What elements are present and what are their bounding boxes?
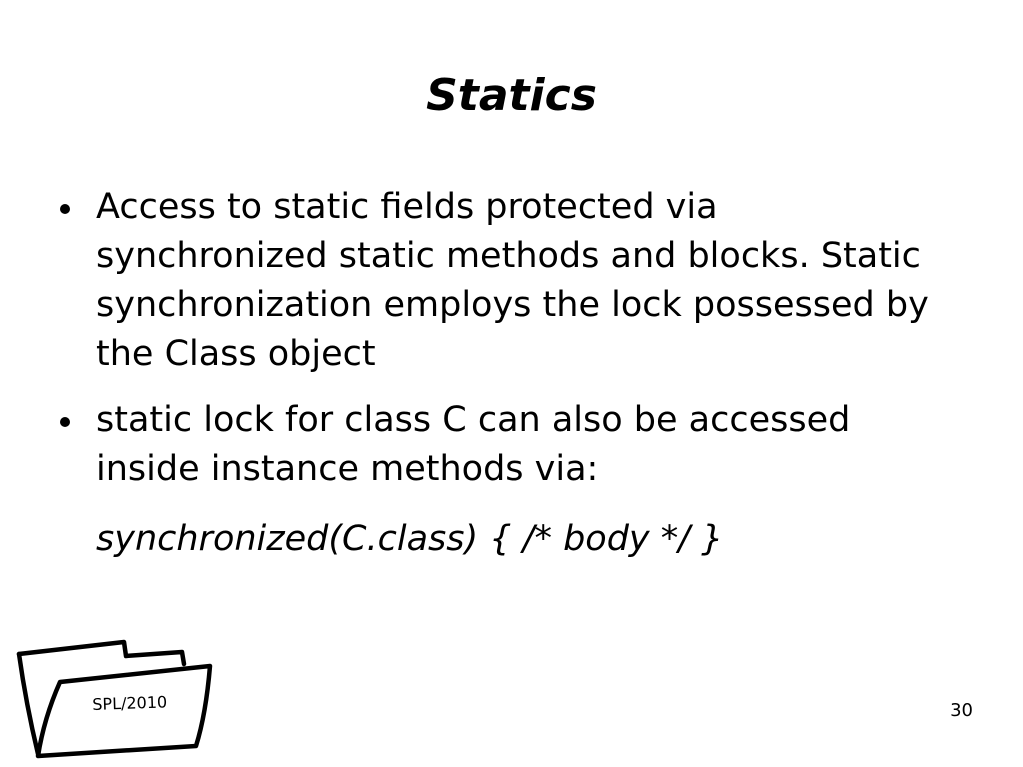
bullet-list <box>0 183 1023 511</box>
bullet-text: Access to static fields protected via synchronized static methods and blocks. Static synchronization employs the lock possessed by the Class object <box>96 187 929 374</box>
page-number: 30 <box>950 700 973 721</box>
bullet-dot-icon <box>60 417 70 427</box>
bullet-dot-icon <box>60 204 70 214</box>
slide-title: Statics <box>426 70 597 121</box>
footer-label: SPL/2010 <box>92 692 168 714</box>
bullet-item <box>0 183 1023 379</box>
code-example: synchronized(C.class) { /* body */ } <box>96 519 724 559</box>
bullet-item <box>0 396 1023 494</box>
bullet-text: static lock for class C can also be accessed inside instance methods via: <box>96 400 851 489</box>
